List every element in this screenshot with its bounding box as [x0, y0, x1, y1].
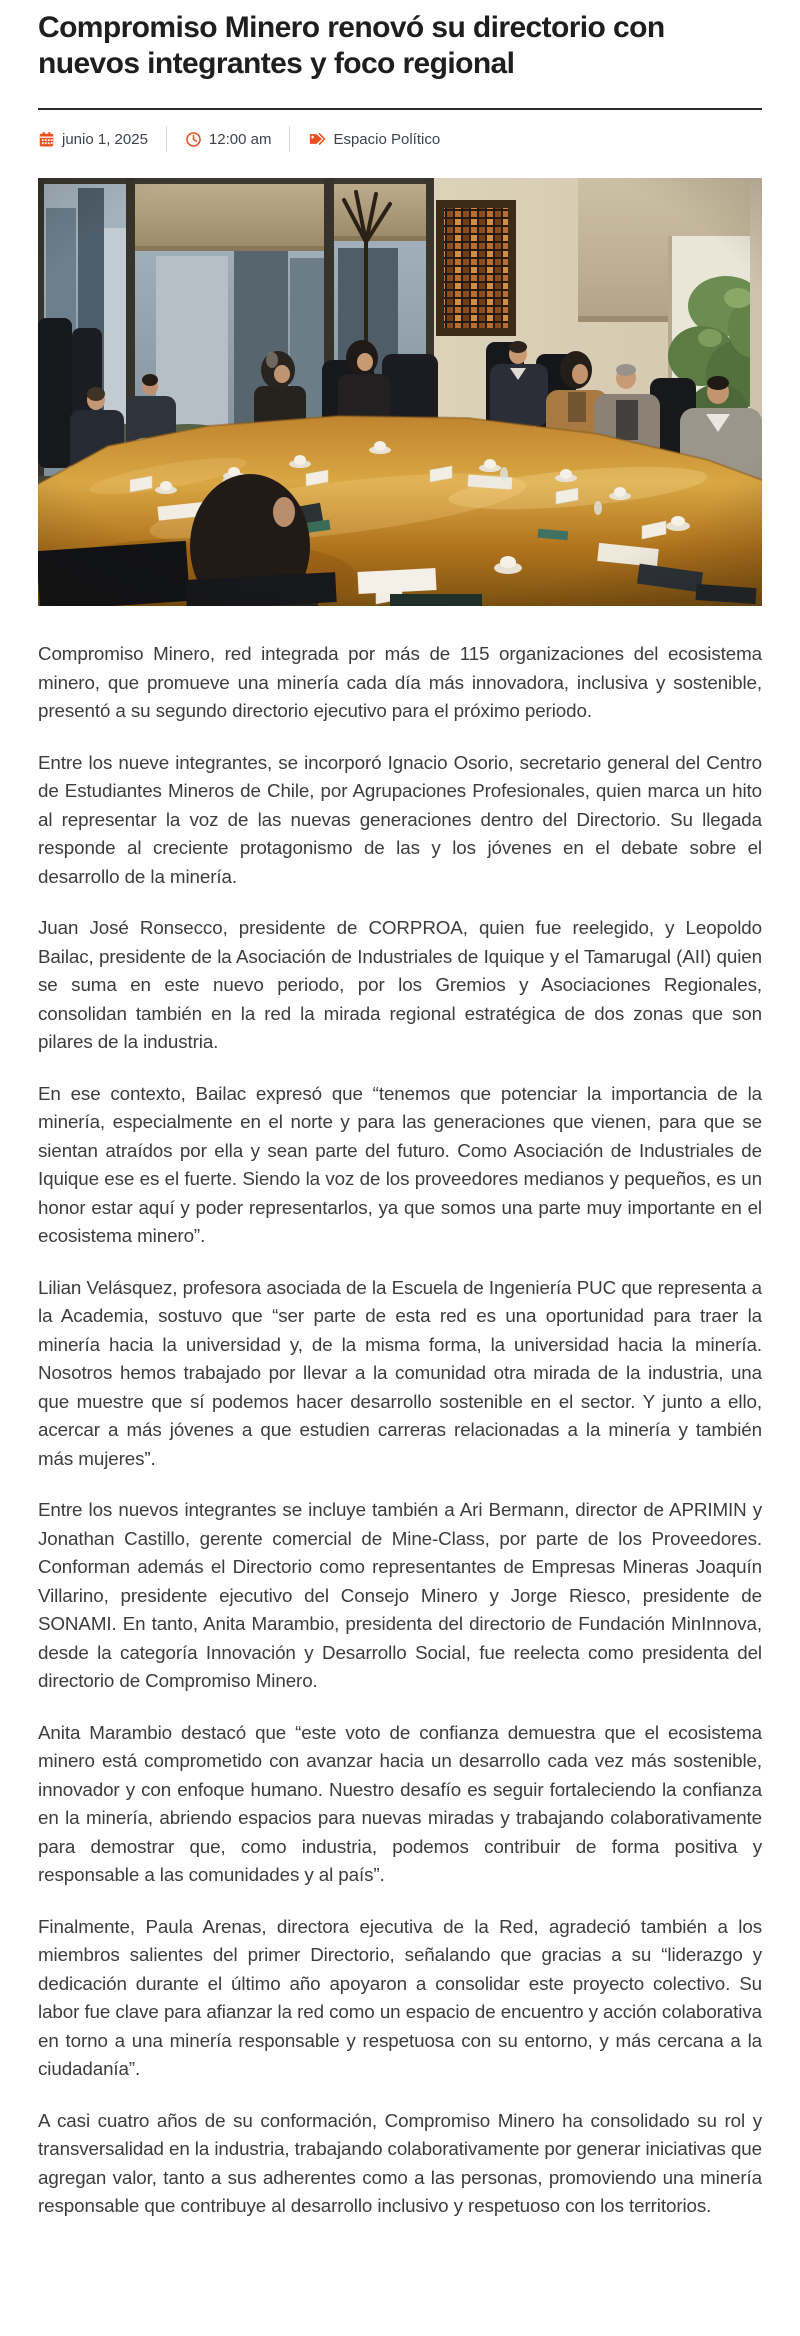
- calendar-icon: [38, 131, 55, 148]
- article-paragraph: Lilian Velásquez, profesora asociada de la Escuela de Ingeniería PUC que representa a la Academia, sostuvo que “ser parte de esta red es una oportunidad para traer la minería hacia la universidad y, de la misma forma, la universidad hacia la minería. Nosotros hemos trabajado por llevar a la comunidad otra mirada de la industria, una que muestre que sí podemos hacer desarrollo sostenible en el sector. Y junto a ello, acercar a más jóvenes a que estudien carreras relacionadas a la minería y también más mujeres”.: [38, 1276, 762, 1469]
- article-body: [38, 640, 762, 2221]
- meta-time-label: 12:00 am: [208, 130, 272, 148]
- article-paragraph: Entre los nuevos integrantes se incluye también a Ari Bermann, director de APRIMIN y Jonathan Castillo, gerente comercial de Mine-Class, por parte de los Proveedores. Conforman además el Directorio como representantes de Empresas Mineras Joaquín Villarino, presidente ejecutivo del Consejo Minero y Jorge Riesco, presidente de SONAMI. En tanto, Anita Marambio, presidenta del directorio de Fundación MinInnova, desde la categoría Innovación y Desarrollo Social, fue reelecta como presidenta del directorio de Compromiso Minero.: [38, 1499, 762, 1691]
- boardroom-photo-image: [38, 178, 762, 606]
- meta-separator: [166, 126, 167, 152]
- article-photo: [38, 178, 762, 606]
- meta-time: [185, 131, 272, 148]
- meta-separator: [289, 126, 290, 152]
- article-paragraph: Finalmente, Paula Arenas, directora ejecutiva de la Red, agradeció también a los miembros salientes del primer Directorio, señalando que gracias a su “liderazgo y dedicación durante el último año apoyaron a consolidar este proyecto colectivo. Su labor fue clave para afianzar la red como un espacio de encuentro y acción colaborativa en torno a una minería responsable y respetuosa con su entorno, y más cercana a la ciudadanía”.: [38, 1915, 762, 2079]
- tag-icon: [308, 130, 326, 148]
- meta-date-label: junio 1, 2025: [62, 130, 148, 148]
- meta-date: [38, 131, 148, 148]
- article-paragraph: Entre los nueve integrantes, se incorporó Ignacio Osorio, secretario general del Centro de Estudiantes Mineros de Chile, por Agrupaciones Profesionales, quien marca un hito al representar la voz de las nuevas generaciones dentro del Directorio. Su llegada responde al creciente protagonismo de las y los jóvenes en el debate sobre el desarrollo de la minería.: [38, 751, 762, 887]
- article-paragraph: Anita Marambio destacó que “este voto de confianza demuestra que el ecosistema minero está comprometido con avanzar hacia un desarrollo cada vez más sostenible, innovador y con enfoque humano. Nuestro desafío es seguir fortaleciendo la confianza en la minería, abriendo espacios para nuevas miradas y trabajando colaborativamente para demostrar que, como industria, podemos contribuir de forma positiva y responsable a las comunidades y al país”.: [38, 1721, 762, 1885]
- page-title: Compromiso Minero renovó su directorio con nuevos integrantes y foco regional: [38, 11, 665, 80]
- title-divider: [38, 108, 762, 110]
- clock-icon: [185, 131, 202, 148]
- meta-category-label: Espacio Político: [333, 130, 441, 148]
- news-article: [38, 6, 762, 2221]
- article-meta: [38, 126, 762, 152]
- article-paragraph: Juan José Ronsecco, presidente de CORPROA, quien fue reelegido, y Leopoldo Bailac, presidente de la Asociación de Industriales de Iquique y el Tamarugal (AII) quien se suma en este nuevo periodo, por los Gremios y Asociaciones Regionales, consolidan también en la red la mirada regional estratégica de dos zonas que son pilares de la industria.: [38, 917, 762, 1052]
- article-paragraph: Compromiso Minero, red integrada por más de 115 organizaciones del ecosistema minero, que promueve una minería cada día más innovadora, inclusiva y sostenible, presentó a su segundo directorio ejecutivo para el próximo periodo.: [38, 643, 762, 721]
- meta-category[interactable]: [308, 130, 440, 148]
- article-paragraph: En ese contexto, Bailac expresó que “tenemos que potenciar la importancia de la minería, especialmente en el norte y para las generaciones que vienen, para que se sientan atraídos por ella y sean parte del futuro. Como Asociación de Industriales de Iquique ese es el fuerte. Siendo la voz de los proveedores medianos y pequeños, es un honor estar aquí y poder representarlos, ya que somos una parte muy importante en el ecosistema minero”.: [38, 1082, 762, 1246]
- article-paragraph: A casi cuatro años de su conformación, Compromiso Minero ha consolidado su rol y transversalidad en la industria, trabajando colaborativamente por generar iniciativas que agregan valor, tanto a sus adherentes como a las personas, promoviendo una minería responsable que contribuye al desarrollo inclusivo y respetuoso con los territorios.: [38, 2109, 763, 2216]
